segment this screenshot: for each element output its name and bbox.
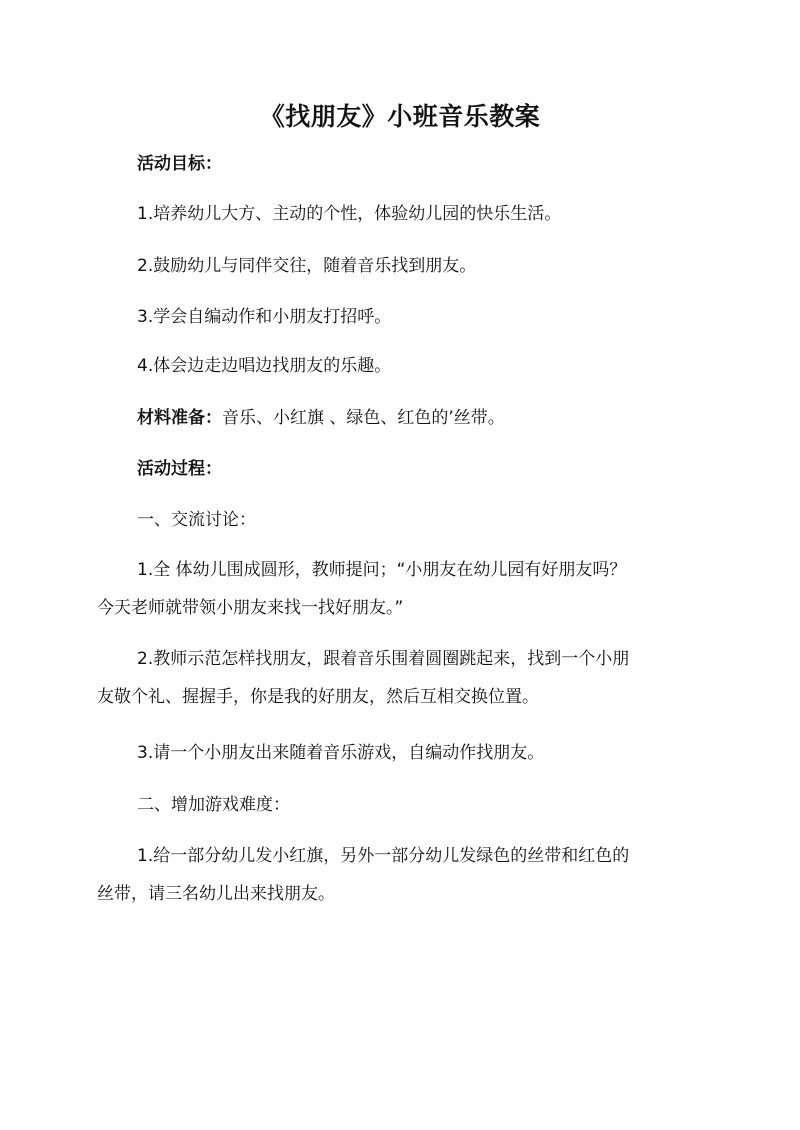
materials-label: 材料准备： — [137, 408, 222, 428]
section1-item-2-line2: 友敬个礼、握握手，你是我的好朋友，然后互相交换位置。 — [97, 687, 539, 707]
section2-heading: 二、增加游戏难度： — [137, 795, 290, 815]
section1-item-3-line1: 3.请一个小朋友出来随着音乐游戏，自编动作找朋友。 — [137, 743, 545, 763]
goal-item-1: 1.培养幼儿大方、主动的个性，体验幼儿园的快乐生活。 — [137, 204, 562, 224]
section2-item-1-line1: 1.给一部分幼儿发小红旗，另外一部分幼儿发绿色的丝带和红色的 — [137, 846, 630, 866]
section1-item-1-line2: 今天老师就带领小朋友来找一找好朋友。” — [97, 598, 404, 618]
section2-item-1-line2: 丝带，请三名幼儿出来找朋友。 — [97, 884, 335, 904]
section1-item-2-line1: 2.教师示范怎样找朋友，跟着音乐围着圆圈跳起来，找到一个小朋 — [137, 649, 630, 669]
document-title: 《找朋友》小班音乐教案 — [259, 102, 541, 131]
process-heading: 活动过程： — [137, 459, 222, 479]
materials-line — [137, 406, 505, 430]
materials-text: 音乐、小红旗 、绿色、红色的’丝带。 — [222, 408, 505, 428]
goals-heading: 活动目标： — [137, 154, 222, 174]
goal-item-2: 2.鼓励幼儿与同伴交往，随着音乐找到朋友。 — [137, 256, 477, 276]
goal-item-4: 4.体会边走边唱边找朋友的乐趣。 — [137, 356, 392, 376]
section1-heading: 一、交流讨论： — [137, 510, 256, 530]
section1-item-1-line1: 1.全 体幼儿围成圆形，教师提问；“小朋友在幼儿园有好朋友吗？ — [137, 560, 627, 580]
goal-item-3: 3.学会自编动作和小朋友打招呼。 — [137, 307, 392, 327]
